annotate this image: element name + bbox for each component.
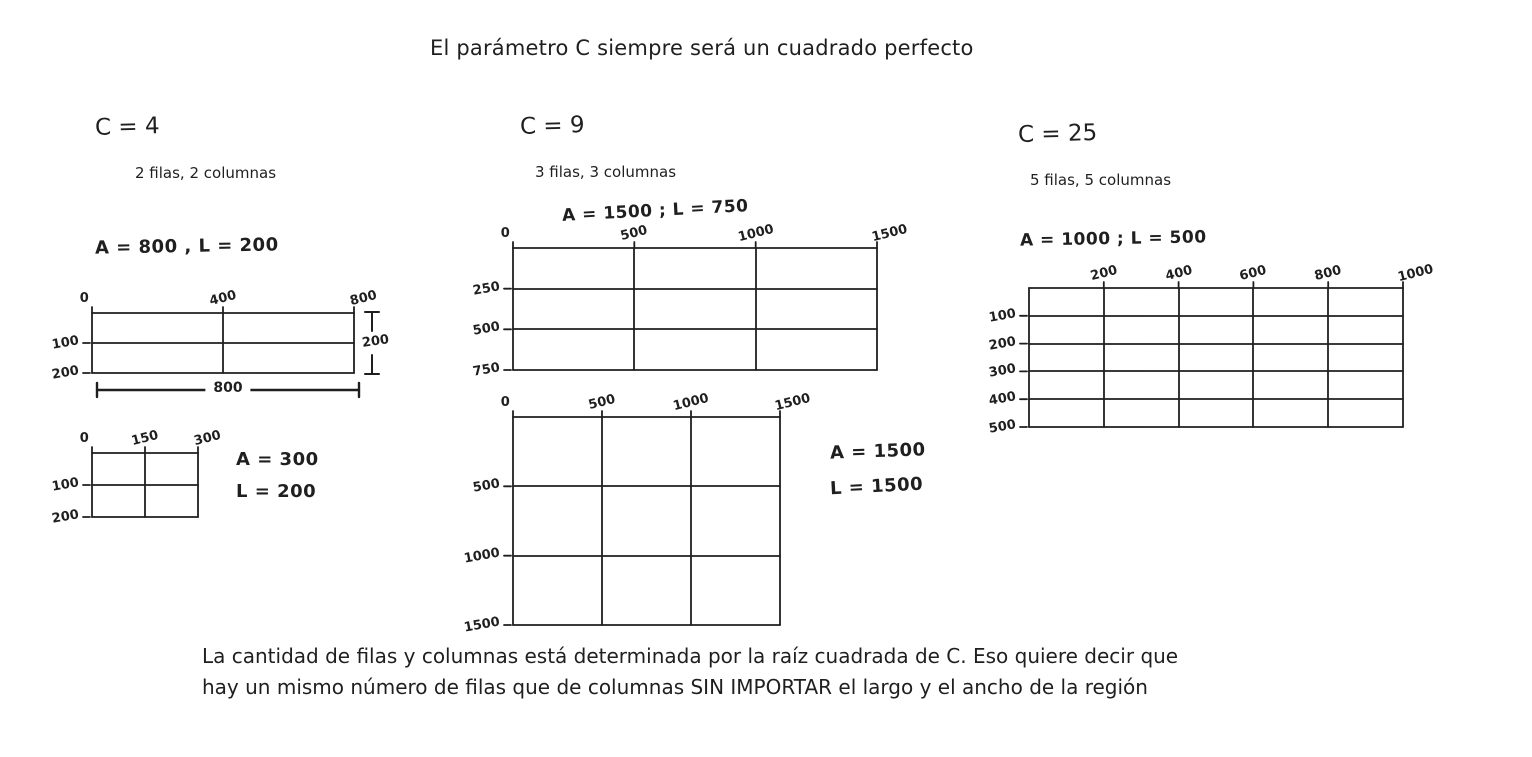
- grid-lines: [92, 453, 198, 517]
- x-tick-label: 800: [348, 287, 379, 310]
- y-tick-label: 200: [50, 507, 81, 527]
- grid-lines: [1029, 288, 1403, 427]
- c9-params: A = 1500 ; L = 750: [561, 196, 749, 226]
- grid-lines: [513, 248, 877, 370]
- y-tick-label: 500: [471, 476, 502, 497]
- y-tick-label: 100: [50, 475, 81, 495]
- x-tick-label: 600: [1238, 262, 1269, 285]
- c25-grid: [987, 261, 1436, 437]
- c4-main-grid: [50, 287, 379, 383]
- y-tick-label: 100: [50, 333, 81, 353]
- footer-line-2: hay un mismo número de filas que de columnas SIN IMPORTAR el largo y el ancho de la región: [202, 675, 1148, 699]
- y-tick-label: 500: [987, 417, 1018, 437]
- c4-small-area-label: A = 300: [236, 449, 319, 470]
- x-tick-label: 500: [619, 222, 650, 245]
- x-tick-label: 1000: [1396, 261, 1436, 286]
- c4-heading: C = 4: [94, 113, 160, 141]
- c25-heading: C = 25: [1017, 119, 1098, 149]
- x-tick-label: 1000: [671, 390, 711, 415]
- c4-small-grid: [50, 427, 223, 527]
- grid-lines: [513, 417, 780, 625]
- y-tick-label: 500: [471, 319, 502, 340]
- c4-subheading: 2 filas, 2 columnas: [135, 164, 277, 182]
- x-tick-label: 0: [500, 226, 510, 241]
- y-tick-label: 200: [987, 333, 1018, 354]
- c4-height-dimension: [361, 310, 391, 376]
- y-tick-label: 250: [471, 278, 502, 299]
- c9-subheading: 3 filas, 3 columnas: [535, 163, 677, 181]
- y-tick-label: 400: [987, 389, 1018, 409]
- x-tick-label: 0: [500, 395, 510, 410]
- c4-width-dimension-label: 800: [205, 380, 250, 396]
- x-tick-label: 300: [192, 427, 223, 450]
- page-title: El parámetro C siempre será un cuadrado perfecto: [430, 36, 974, 60]
- c9-bottom-grid: [462, 390, 813, 636]
- c4-height-dimension-label: 200: [361, 332, 391, 351]
- y-tick-label: 750: [471, 360, 502, 380]
- grid-lines: [92, 313, 354, 373]
- y-tick-label: 100: [987, 306, 1018, 326]
- c9-bottom-length-label: L = 1500: [829, 473, 924, 500]
- y-tick-label: 1500: [462, 614, 502, 636]
- c9-top-grid: [471, 221, 910, 380]
- x-tick-label: 500: [587, 391, 617, 414]
- y-tick-label: 300: [987, 361, 1018, 382]
- x-tick-label: 0: [79, 291, 89, 306]
- c4-small-length-label: L = 200: [236, 481, 317, 502]
- x-tick-label: 1500: [870, 221, 910, 246]
- c9-heading: C = 9: [519, 112, 585, 140]
- x-tick-label: 200: [1088, 262, 1119, 285]
- x-tick-label: 1000: [736, 221, 776, 246]
- x-tick-label: 1500: [773, 390, 813, 415]
- c25-params: A = 1000 ; L = 500: [1019, 227, 1207, 251]
- x-tick-label: 400: [208, 287, 238, 310]
- x-tick-label: 0: [79, 431, 89, 446]
- x-tick-label: 150: [130, 427, 160, 450]
- y-tick-label: 1000: [462, 545, 502, 567]
- c4-params: A = 800 , L = 200: [94, 234, 279, 259]
- c9-bottom-area-label: A = 1500: [829, 439, 926, 464]
- footer-line-1: La cantidad de filas y columnas está determinada por la raíz cuadrada de C. Eso quiere decir que: [202, 644, 1179, 668]
- y-tick-label: 200: [50, 363, 81, 383]
- x-tick-label: 400: [1163, 262, 1194, 285]
- x-tick-label: 800: [1313, 262, 1344, 285]
- c4-width-dimension: [95, 382, 361, 398]
- c25-subheading: 5 filas, 5 columnas: [1030, 171, 1172, 189]
